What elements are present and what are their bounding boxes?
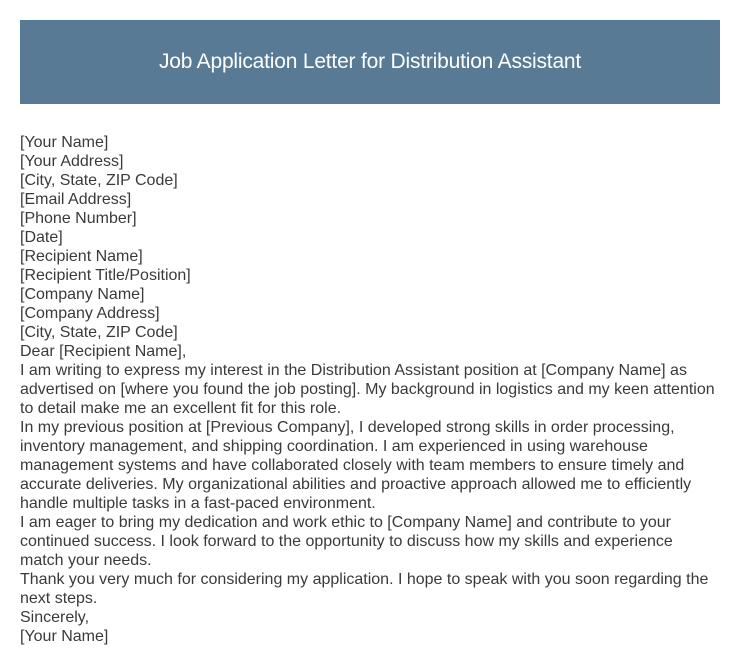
sender-city-state-zip: [City, State, ZIP Code] [20,172,178,189]
sender-email: [Email Address] [20,191,132,208]
paragraph-intro: I am writing to express my interest in the Distribution Assistant position at [Company Name] as advertised on [where you found the job posting]. My background in logistics and my keen attention to detail make me an excellent fit for this role. [20,362,715,417]
paragraph-experience: In my previous position at [Previous Company], I developed strong skills in order processing, inventory management, and shipping coordination. I am experienced in using warehouse management systems and have collaborated closely with team members to ensure timely and accurate deliveries. My organizational abilities and proactive approach allowed me to efficiently handle multiple tasks in a fast-paced environment. [20,419,692,512]
closing: Sincerely, [20,609,90,626]
recipient-name: [Recipient Name] [20,248,143,265]
recipient-address: [Company Address] [20,305,160,322]
letter-body [20,133,720,646]
salutation: Dear [Recipient Name], [20,343,187,360]
sender-phone: [Phone Number] [20,210,137,227]
letter-date: [Date] [20,229,63,246]
signature: [Your Name] [20,628,109,645]
recipient-title: [Recipient Title/Position] [20,267,191,284]
page-title: Job Application Letter for Distribution Assistant [158,50,582,73]
recipient-city-state-zip: [City, State, ZIP Code] [20,324,178,341]
sender-name: [Your Name] [20,134,109,151]
paragraph-motivation: I am eager to bring my dedication and work ethic to [Company Name] and contribute to your continued success. I look forward to the opportunity to discuss how my skills and experience match your needs. [20,514,673,569]
paragraph-thanks: Thank you very much for considering my application. I hope to speak with you soon regarding the next steps. [20,571,709,607]
sender-address: [Your Address] [20,153,124,170]
recipient-company: [Company Name] [20,286,145,303]
letter-header-banner [20,20,720,104]
